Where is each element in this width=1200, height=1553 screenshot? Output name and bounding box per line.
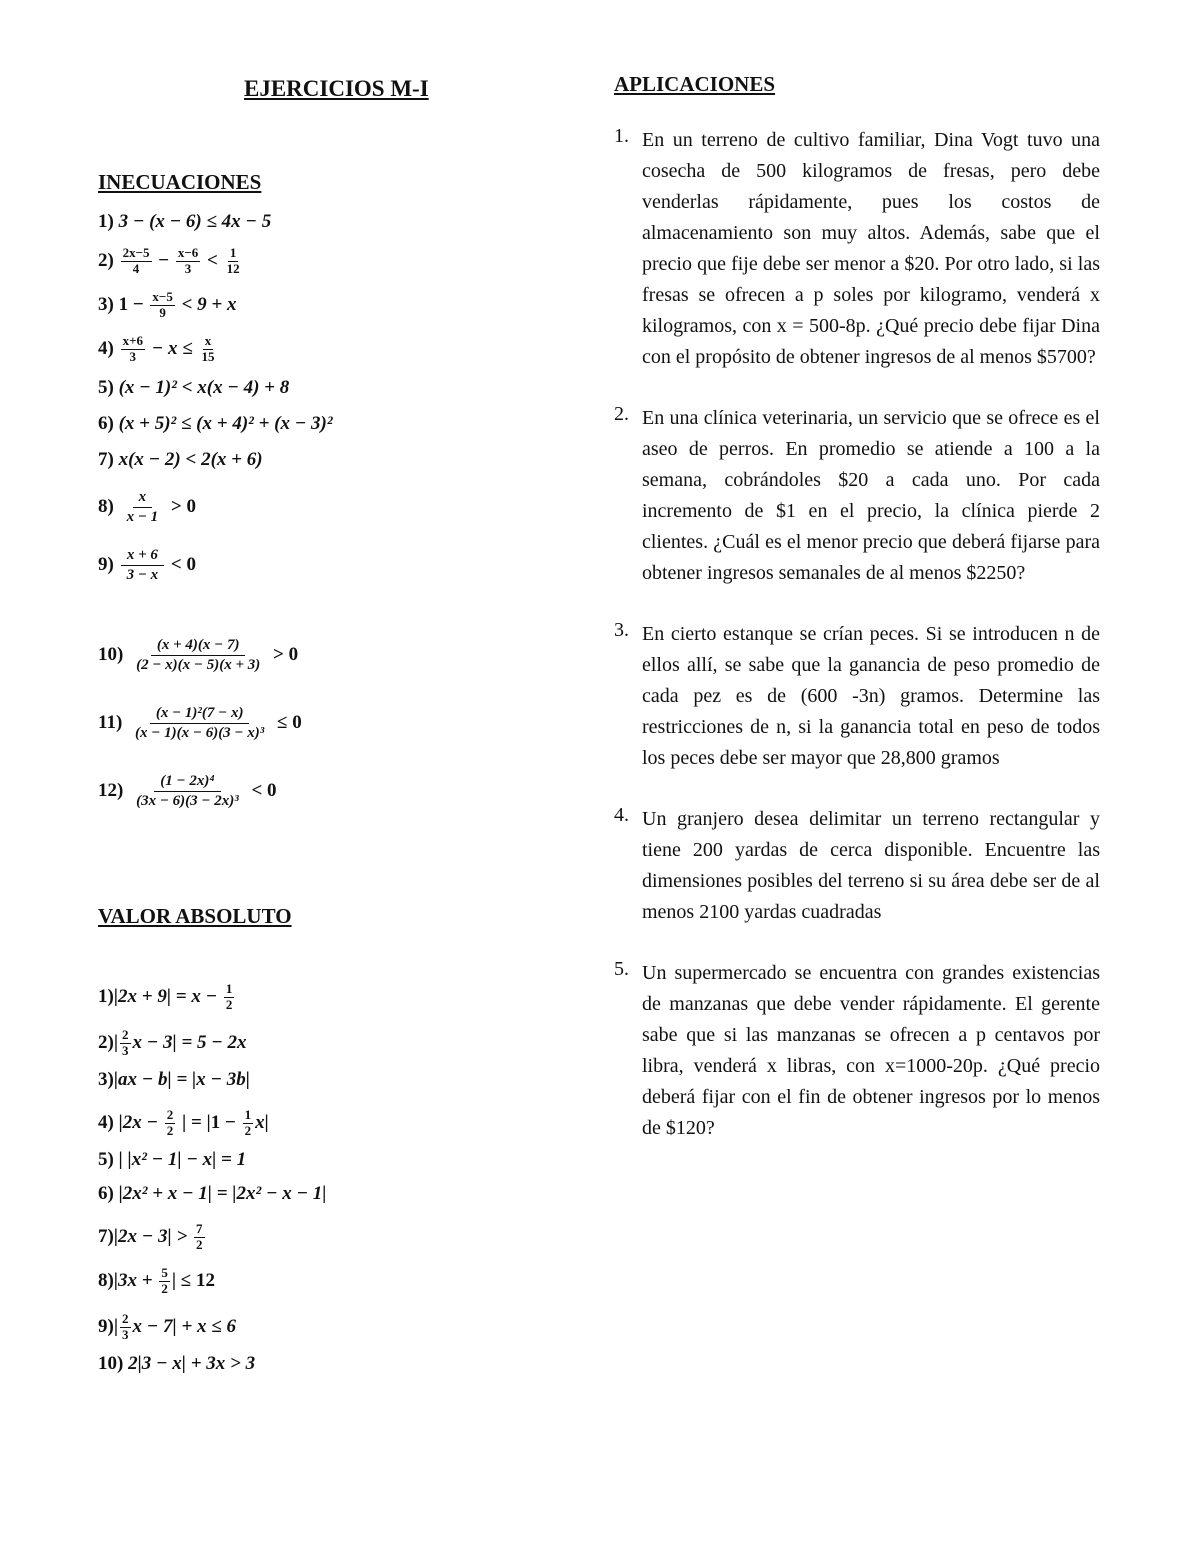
valor-absoluto-2: 2)| $\frac{2}{3}$ x − 3| = 5 − 2x <box>98 1027 247 1058</box>
inecuacion-6: 6) (x + 5)² ≤ (x + 4)² + (x − 3)² <box>98 413 333 434</box>
valor-absoluto-8: 8)|3x + $\frac{5}{2}$ | ≤ 12 <box>98 1265 215 1296</box>
valor-absoluto-10: 10) 2|3 − x| + 3x > 3 <box>98 1353 256 1374</box>
valor-absoluto-9: 9)| $\frac{2}{3}$ x − 7| + x ≤ 6 <box>98 1311 236 1342</box>
valor-absoluto-3: 3)|ax − b| = |x − 3b| <box>98 1069 250 1090</box>
aplicaciones-list <box>614 125 1100 1174</box>
valor-absoluto-6: 6) |2x² + x − 1| = |2x² − x − 1| <box>98 1183 327 1204</box>
inecuacion-3: 3) 1 − $\frac{x-5}{9}$ < 9 + x <box>98 289 237 320</box>
inecuacion-4: 4) $\frac{x+6}{3}$ − x ≤ $\frac{x}{15}$ <box>98 333 215 364</box>
inecuacion-7: 7) x(x − 2) < 2(x + 6) <box>98 449 263 470</box>
inecuacion-8: 8) $\frac{x}{x - 1}$ > 0 <box>98 489 196 526</box>
aplicacion-1: 1. En un terreno de cultivo familiar, Dina Vogt tuvo una cosecha de 500 kilogramos de fresas, pero debe venderlas rápidamente, pues los costos de almacenamiento son muy altos. Además, sabe que el precio que fije debe ser menor a $20. Por otro lado, si las fresas se ofrecen a p soles por kilogramo, venderá x kilogramos, con x = 500-8p. ¿Qué precio debe fijar Dina con el propósito de obtener ingresos de al menos $5700? <box>614 125 1100 368</box>
aplicacion-5: 5. Un supermercado se encuentra con grandes existencias de manzanas que debe vender rápidamente. El gerente sabe que si las manzanas se ofrecen a p centavos por libra, venderá x libras, con x=1000-20p. ¿Qué precio deberá fijar con el fin de obtener ingresos por lo menos de $120? <box>614 958 1100 1139</box>
aplicacion-2: 2. En una clínica veterinaria, un servicio que se ofrece es el aseo de perros. En promedio se atiende a 100 a la semana, cobrándoles $20 a cada uno. Por cada incremento de $1 en el precio, la clínica pierde 2 clientes. ¿Cuál es el menor precio que deberá fijarse para obtener ingresos semanales de al menos $2250? <box>614 403 1100 584</box>
inecuacion-11: 11) $\frac{\text{(x − 1)²(7 − x)}}{\text{(x − 1)(x − 6)(3 − x)³}}$ ≤ 0 <box>98 705 302 742</box>
applications-heading: APLICACIONES <box>614 72 776 96</box>
inecuaciones-heading: INECUACIONES <box>98 170 262 194</box>
inecuacion-10: 10) $\frac{(x + 4)(x - 7)}{(2 - x)(x - 5)(x + 3)}$ > 0 <box>98 637 299 674</box>
inecuacion-9: 9) $\frac{x + 6}{3 - x}$ < 0 <box>98 547 196 584</box>
inecuacion-1: 1) 3 − (x − 6) ≤ 4x − 5 <box>98 211 272 232</box>
inecuacion-2: 2) $\frac{2x-5}{4}$ − $\frac{x-6}{3}$ < $\frac{1}{12}$ <box>98 245 240 276</box>
valor-absoluto-4: 4) |2x − $\frac{2}{2}$ | = |1 − $\frac{1}{2}$ x| <box>98 1107 269 1138</box>
valor-absoluto-heading: VALOR ABSOLUTO <box>98 904 292 928</box>
page-title: EJERCICIOS M-I <box>244 76 429 101</box>
aplicacion-3: 3. En cierto estanque se crían peces. Si se introducen n de ellos allí, se sabe que la ganancia de peso promedio de cada pez es de (600 -3n) gramos. Determine las restricciones de n, si la ganancia total en peso de todos los peces debe ser mayor que 28,800 gramos <box>614 619 1100 769</box>
inecuacion-12: 12) $\frac{\text{(1 − 2x)⁴}}{\text{(3x − 6)(3 − 2x)³}}$ < 0 <box>98 773 277 810</box>
valor-absoluto-7: 7)|2x − 3| > $\frac{7}{2}$ <box>98 1221 203 1252</box>
valor-absoluto-5: 5) | |x² − 1| − x| = 1 <box>98 1149 247 1170</box>
inecuacion-5: 5) (x − 1)² < x(x − 4) + 8 <box>98 377 290 398</box>
aplicacion-4: 4. Un granjero desea delimitar un terreno rectangular y tiene 200 yardas de cerca disponible. Encuentre las dimensiones posibles del terreno si su área debe ser de al menos 2100 yardas cuadradas <box>614 804 1100 923</box>
valor-absoluto-1: 1)|2x + 9| = x − $\frac{1}{2}$ <box>98 981 233 1012</box>
